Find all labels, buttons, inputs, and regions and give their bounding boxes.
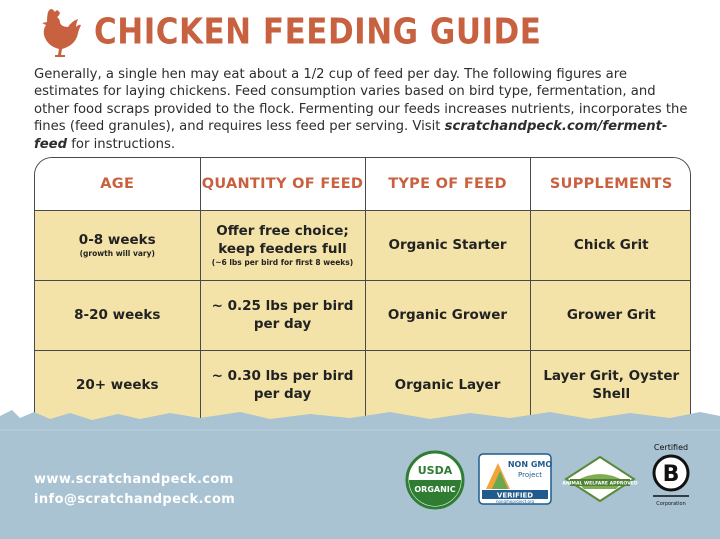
quantity-cell: ~ 0.25 lbs per bird per day: [200, 280, 365, 350]
supplements-cell: Chick Grit: [530, 210, 691, 280]
nongmo-url-text: nongmoproject.org: [495, 499, 535, 504]
animal-welfare-text: ANIMAL WELFARE APPROVED: [562, 481, 638, 487]
header-age: AGE: [35, 158, 200, 210]
intro-paragraph: [34, 66, 694, 153]
type-cell: Organic Grower: [365, 280, 530, 350]
header-quantity: QUANTITY OF FEED: [200, 158, 365, 210]
table-row: [35, 280, 691, 350]
age-value: 0-8 weeks: [78, 232, 156, 248]
header-type: TYPE OF FEED: [365, 158, 530, 210]
bcorp-letter-text: B: [662, 462, 680, 487]
age-cell: 8-20 weeks: [35, 280, 200, 350]
quantity-cell: [200, 210, 365, 280]
feeding-table: [34, 157, 691, 447]
header: [34, 4, 541, 60]
table-header-row: [35, 158, 691, 210]
bcorp-corporation-text: Corporation: [656, 501, 686, 507]
website-link[interactable]: www.scratchandpeck.com: [34, 472, 234, 487]
usda-organic-icon: [405, 450, 465, 510]
quantity-note: (~6 lbs per bird for first 8 weeks): [211, 258, 354, 267]
type-cell: Organic Layer: [365, 350, 530, 420]
b-corp-icon: [646, 440, 696, 516]
table-row: [35, 210, 691, 280]
usda-top-text: USDA: [417, 464, 453, 477]
page-title: CHICKEN FEEDING GUIDE: [94, 11, 542, 53]
contact-block: [34, 470, 235, 510]
nongmo-verified-text: VERIFIED: [496, 491, 534, 500]
bcorp-certified-text: Certified: [653, 443, 689, 452]
nongmo-top-text: NON GMO: [507, 460, 552, 469]
usda-bottom-text: ORGANIC: [414, 485, 456, 494]
type-cell: Organic Starter: [365, 210, 530, 280]
quantity-cell: ~ 0.30 lbs per bird per day: [200, 350, 365, 420]
age-cell: 20+ weeks: [35, 350, 200, 420]
intro-suffix: for instructions.: [67, 136, 176, 152]
supplements-cell: Layer Grit, Oyster Shell: [530, 350, 691, 420]
email-link[interactable]: info@scratchandpeck.com: [34, 492, 236, 507]
nongmo-mid-text: Project: [518, 471, 542, 479]
supplements-cell: Grower Grit: [530, 280, 691, 350]
hen-icon: [34, 6, 82, 58]
age-cell: [35, 210, 200, 280]
ferment-feed-link[interactable]: scratchandpeck.com/ferment-feed: [34, 119, 668, 152]
animal-welfare-approved-icon: [562, 453, 638, 505]
certification-logos: [400, 443, 700, 520]
intro-text: Generally, a single hen may eat about a 1/2 cup of feed per day. The following figures are estimates for laying chickens. Feed consumption varies based on bird type, fermentation, and other food scraps provided to the flock. Fermenting our feeds increases nutrients, incorporates the fines (feed granules), and requires less feed per serving. Visit: [34, 67, 688, 135]
non-gmo-project-icon: [478, 453, 552, 505]
header-supplements: SUPPLEMENTS: [530, 158, 691, 210]
age-note: (growth will vary): [79, 249, 155, 258]
quantity-value: Offer free choice; keep feeders full: [216, 223, 349, 257]
